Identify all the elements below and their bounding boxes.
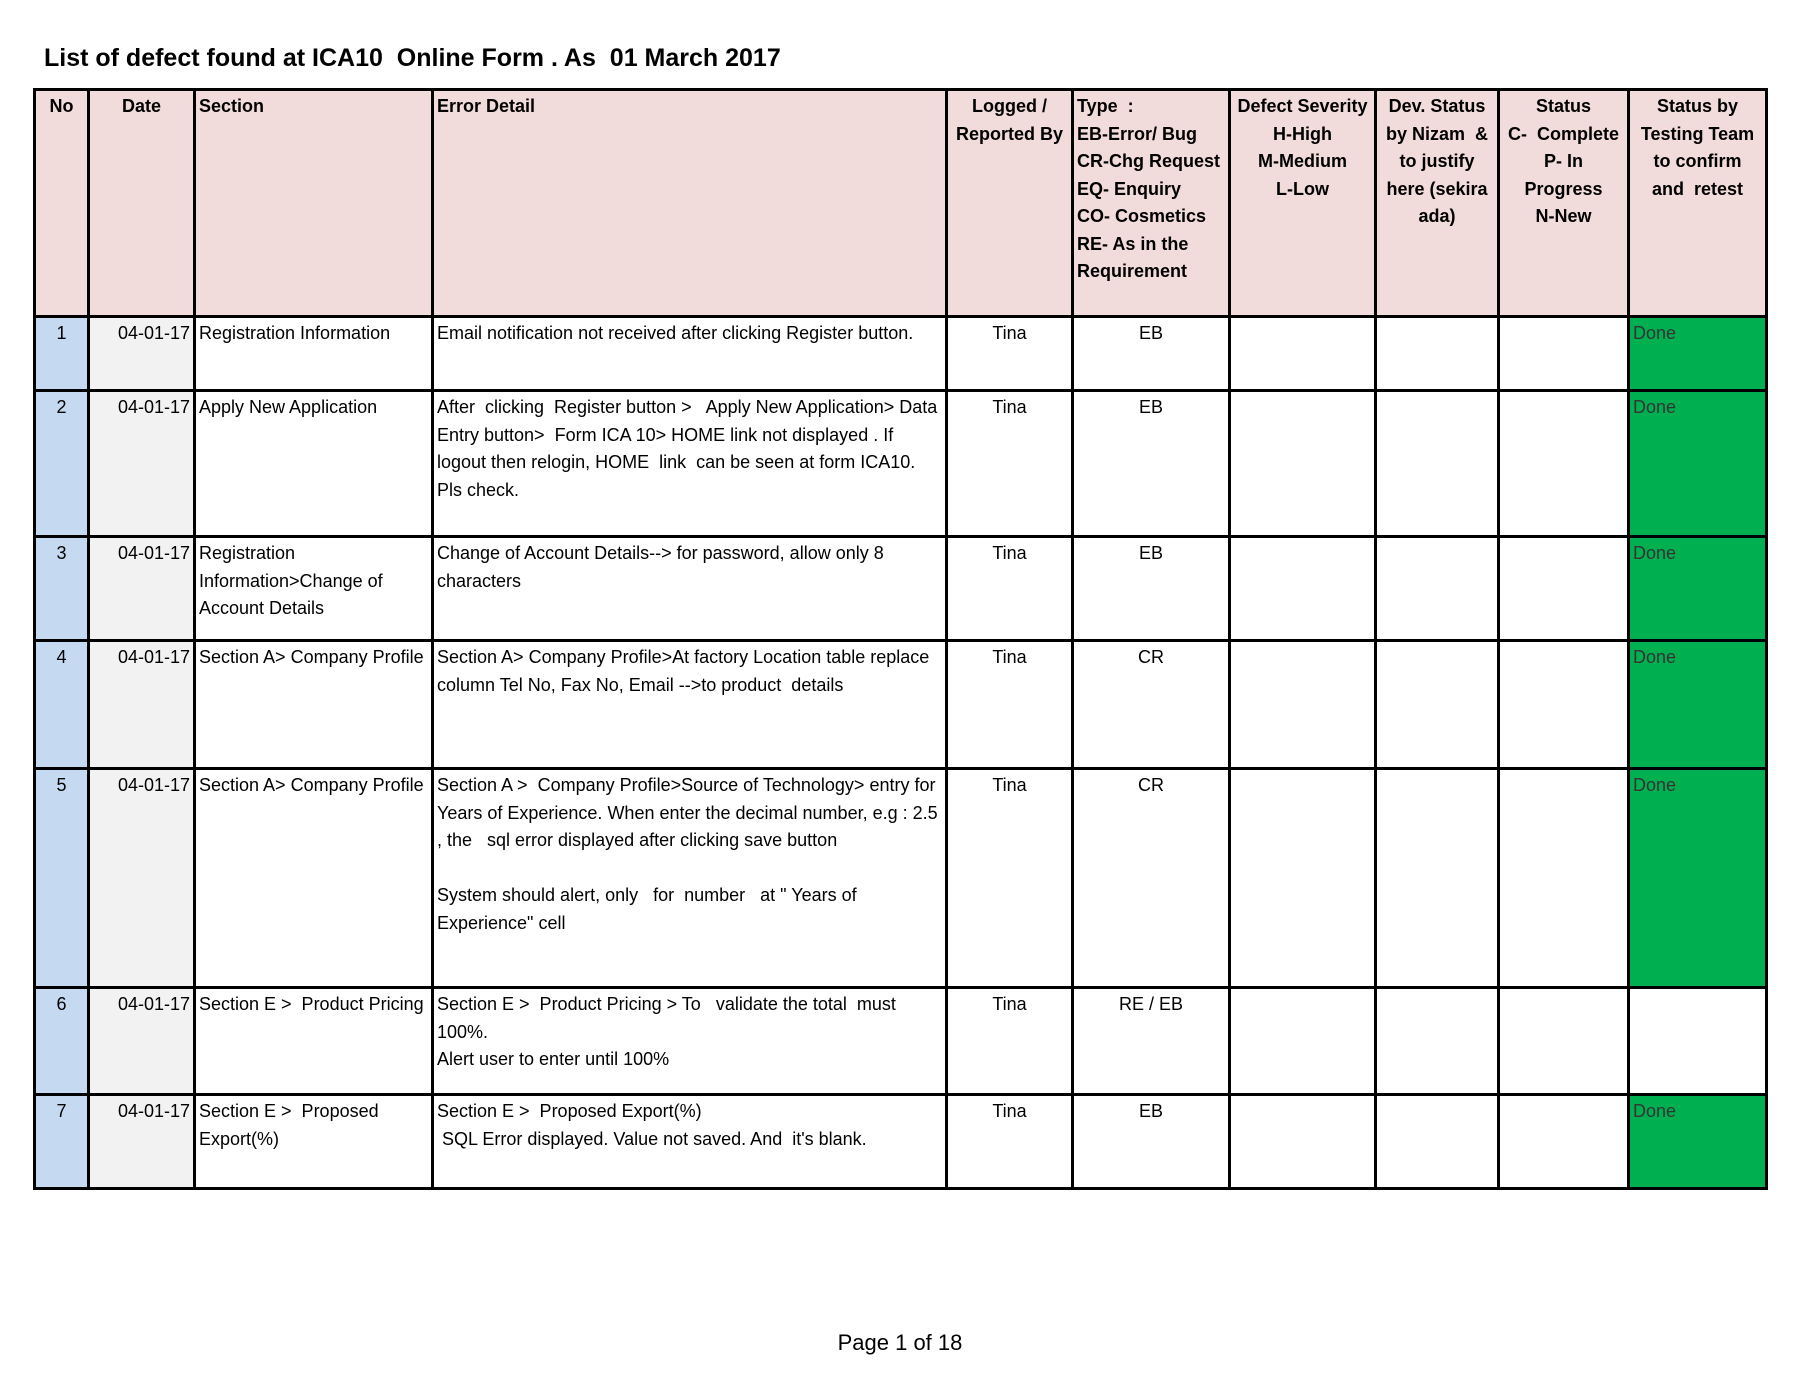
cell-logged-by: Tina — [947, 769, 1073, 988]
cell-logged-by: Tina — [947, 988, 1073, 1095]
cell-date: 04-01-17 — [89, 641, 195, 769]
cell-error-detail: Section A > Company Profile>Source of Technology> entry for Years of Experience. When enter the decimal number, e.g : 2.5 , the sql error displayed after clicking save button System should alert, only for number at " Years of Experience" cell — [433, 769, 947, 988]
cell-no: 5 — [35, 769, 89, 988]
cell-severity — [1230, 641, 1376, 769]
table-row — [35, 769, 1767, 988]
cell-testing-status: Done — [1629, 1095, 1767, 1189]
column-header-testing-status: Status by Testing Team to confirm and retest — [1629, 90, 1767, 317]
cell-dev-status — [1376, 988, 1499, 1095]
cell-date: 04-01-17 — [89, 317, 195, 391]
cell-section: Registration Information>Change of Account Details — [195, 537, 433, 641]
cell-severity — [1230, 317, 1376, 391]
cell-dev-status — [1376, 1095, 1499, 1189]
column-header-dev-status: Dev. Status by Nizam & to justify here (sekira ada) — [1376, 90, 1499, 317]
column-header-date: Date — [89, 90, 195, 317]
cell-error-detail: After clicking Register button > Apply New Application> Data Entry button> Form ICA 10> HOME link not displayed . If logout then relogin, HOME link can be seen at form ICA10. Pls check. — [433, 391, 947, 537]
cell-type: EB — [1073, 317, 1230, 391]
table-row — [35, 641, 1767, 769]
cell-testing-status: Done — [1629, 537, 1767, 641]
cell-status — [1499, 317, 1629, 391]
table-row — [35, 1095, 1767, 1189]
cell-error-detail: Section E > Product Pricing > To validate the total must 100%. Alert user to enter until 100% — [433, 988, 947, 1095]
cell-logged-by: Tina — [947, 391, 1073, 537]
cell-error-detail: Section E > Proposed Export(%) SQL Error displayed. Value not saved. And it's blank. — [433, 1095, 947, 1189]
page-footer: Page 1 of 18 — [837, 1330, 963, 1355]
table-row — [35, 988, 1767, 1095]
cell-severity — [1230, 537, 1376, 641]
cell-date: 04-01-17 — [89, 391, 195, 537]
cell-section: Registration Information — [195, 317, 433, 391]
cell-dev-status — [1376, 769, 1499, 988]
cell-no: 1 — [35, 317, 89, 391]
column-header-status: Status C- Complete P- In Progress N-New — [1499, 90, 1629, 317]
cell-testing-status: Done — [1629, 317, 1767, 391]
cell-dev-status — [1376, 537, 1499, 641]
cell-section: Section E > Product Pricing — [195, 988, 433, 1095]
header-row — [35, 90, 1767, 317]
cell-error-detail: Email notification not received after clicking Register button. — [433, 317, 947, 391]
cell-status — [1499, 1095, 1629, 1189]
cell-no: 4 — [35, 641, 89, 769]
cell-no: 6 — [35, 988, 89, 1095]
cell-testing-status — [1629, 988, 1767, 1095]
cell-type: CR — [1073, 641, 1230, 769]
table-row — [35, 317, 1767, 391]
cell-type: RE / EB — [1073, 988, 1230, 1095]
defect-table — [33, 88, 1768, 1190]
cell-dev-status — [1376, 317, 1499, 391]
cell-type: CR — [1073, 769, 1230, 988]
cell-type: EB — [1073, 1095, 1230, 1189]
cell-dev-status — [1376, 641, 1499, 769]
cell-logged-by: Tina — [947, 317, 1073, 391]
cell-testing-status: Done — [1629, 769, 1767, 988]
cell-section: Section E > Proposed Export(%) — [195, 1095, 433, 1189]
column-header-no: No — [35, 90, 89, 317]
cell-no: 7 — [35, 1095, 89, 1189]
cell-date: 04-01-17 — [89, 1095, 195, 1189]
cell-date: 04-01-17 — [89, 769, 195, 988]
cell-type: EB — [1073, 391, 1230, 537]
cell-no: 3 — [35, 537, 89, 641]
cell-dev-status — [1376, 391, 1499, 537]
cell-status — [1499, 769, 1629, 988]
cell-error-detail: Section A> Company Profile>At factory Location table replace column Tel No, Fax No, Email -->to product details — [433, 641, 947, 769]
cell-section: Apply New Application — [195, 391, 433, 537]
cell-logged-by: Tina — [947, 537, 1073, 641]
cell-date: 04-01-17 — [89, 537, 195, 641]
cell-logged-by: Tina — [947, 1095, 1073, 1189]
column-header-error-detail: Error Detail — [433, 90, 947, 317]
column-header-section: Section — [195, 90, 433, 317]
cell-status — [1499, 391, 1629, 537]
cell-status — [1499, 988, 1629, 1095]
cell-status — [1499, 641, 1629, 769]
cell-type: EB — [1073, 537, 1230, 641]
cell-status — [1499, 537, 1629, 641]
cell-error-detail: Change of Account Details--> for password, allow only 8 characters — [433, 537, 947, 641]
cell-section: Section A> Company Profile — [195, 769, 433, 988]
column-header-severity: Defect Severity H-High M-Medium L-Low — [1230, 90, 1376, 317]
cell-date: 04-01-17 — [89, 988, 195, 1095]
document-title: List of defect found at ICA10 Online Form . As 01 March 2017 — [44, 44, 781, 72]
cell-section: Section A> Company Profile — [195, 641, 433, 769]
cell-severity — [1230, 988, 1376, 1095]
cell-severity — [1230, 769, 1376, 988]
table-row — [35, 537, 1767, 641]
column-header-type: Type : EB-Error/ Bug CR-Chg Request EQ- Enquiry CO- Cosmetics RE- As in the Requirement — [1073, 90, 1230, 317]
cell-no: 2 — [35, 391, 89, 537]
table-row — [35, 391, 1767, 537]
cell-logged-by: Tina — [947, 641, 1073, 769]
cell-testing-status: Done — [1629, 391, 1767, 537]
column-header-logged-by: Logged / Reported By — [947, 90, 1073, 317]
cell-severity — [1230, 1095, 1376, 1189]
cell-testing-status: Done — [1629, 641, 1767, 769]
cell-severity — [1230, 391, 1376, 537]
